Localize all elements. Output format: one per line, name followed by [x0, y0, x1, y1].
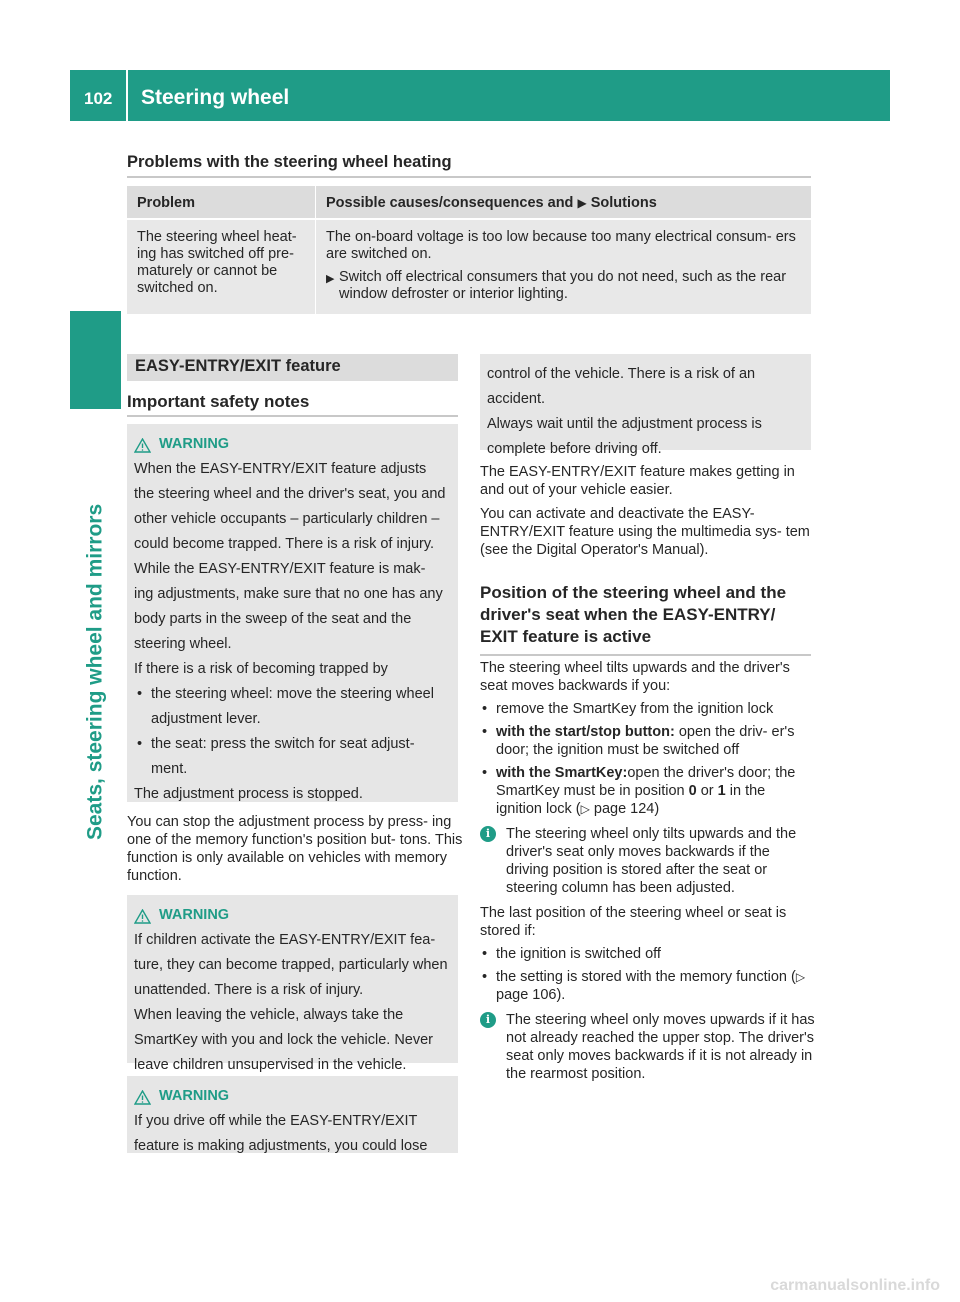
action-item: [326, 269, 801, 303]
list-item: [134, 682, 448, 732]
warning-box: [127, 895, 458, 1073]
bullet-icon: •: [482, 765, 488, 781]
info-text: The steering wheel only moves upwards if it has not already reached the upper stop. The driver's seat only moves backwards if it is not already in the rearmost position.: [506, 1012, 815, 1082]
warning-box: [127, 424, 458, 802]
body-paragraph: The steering wheel tilts upwards and the driver's seat moves backwards if you:: [480, 660, 790, 694]
table-cell-problem: The steering wheel heat- ing has switched off pre- maturely or cannot be switched on.: [127, 220, 315, 314]
table-header-problem: Problem: [127, 186, 315, 218]
warning-text: When the EASY-ENTRY/EXIT feature adjusts the steering wheel and the driver's seat, you and other vehicle occupants – particularly children – could become trapped. There is a risk of injury.: [134, 461, 446, 552]
info-note: [480, 1011, 815, 1083]
list-item-text: [496, 723, 815, 759]
header-divider: [126, 70, 128, 121]
position-value: 0: [688, 783, 697, 799]
warning-text: When leaving the vehicle, always take the SmartKey with you and lock the vehicle. Never leave children unsupervised in the vehicle.: [134, 1007, 433, 1073]
bullet-list: [480, 700, 815, 818]
warning-label: WARNING: [159, 436, 230, 452]
body-section: [480, 659, 815, 1083]
list-item-text: the seat: press the switch for seat adjust- ment.: [151, 736, 415, 777]
page-number: 102: [84, 89, 113, 108]
position-value: 1: [717, 783, 726, 799]
page-title: Steering wheel: [141, 86, 290, 109]
list-item: [480, 764, 815, 818]
cause-text: The on-board voltage is too low because too many electrical consum- ers are switched on.: [326, 229, 796, 262]
info-text: The steering wheel only tilts upwards and the driver's seat only moves backwards if the driving position is stored after the seat or steering column has been adjusted.: [506, 826, 797, 896]
info-icon: i: [480, 1012, 496, 1028]
table-header-solutions-suffix: Solutions: [590, 195, 657, 211]
list-item: [480, 700, 815, 718]
warning-text: control of the vehicle. There is a risk of an accident.: [487, 366, 756, 407]
list-item: [480, 968, 815, 1004]
bullet-list: [480, 945, 815, 1004]
warning-triangle-icon: [134, 437, 151, 452]
list-item-text: [496, 968, 815, 1004]
warning-text: If there is a risk of becoming trapped by: [134, 661, 388, 677]
bullet-icon: •: [482, 969, 488, 985]
list-item-bold: with the SmartKey:: [496, 765, 628, 781]
body-section: [480, 463, 815, 559]
page-ref-arrow-icon: ▷: [795, 970, 806, 984]
warning-box: [127, 1076, 458, 1153]
watermark: carmanualsonline.info: [770, 1277, 940, 1294]
page-ref-arrow-icon: ▷: [580, 802, 590, 816]
list-item: [480, 945, 815, 963]
warning-header: [134, 903, 448, 928]
info-note: [480, 825, 815, 897]
bullet-icon: •: [137, 736, 143, 752]
warning-header: [134, 432, 448, 457]
heading-rule: [127, 415, 458, 417]
warning-triangle-icon: [134, 908, 151, 923]
list-item-rest: open the driver's door; the SmartKey must be in position: [496, 765, 796, 799]
page-reference[interactable]: page 124): [593, 801, 660, 817]
body-paragraph: You can activate and deactivate the EASY- ENTRY/EXIT feature using the multimedia sys- tem (see the Digital Operator's Manual).: [480, 506, 810, 558]
table-header-solutions: [316, 186, 811, 218]
problems-heading: Problems with the steering wheel heating: [127, 153, 452, 171]
body-paragraph: The last position of the steering wheel or seat is stored if:: [480, 905, 787, 939]
warning-box-continued: [480, 354, 811, 457]
warning-text: While the EASY-ENTRY/EXIT feature is mak- ing adjustments, make sure that no one has any body parts in the sweep of the seat and the steering wheel.: [134, 561, 443, 652]
table-header-solutions-label: Possible causes/consequences and: [326, 195, 574, 211]
table-cell-solution: [316, 220, 811, 314]
list-item: [480, 723, 815, 759]
warning-text: The adjustment process is stopped.: [134, 786, 363, 802]
info-icon: i: [480, 826, 496, 842]
action-text: Switch off electrical consumers that you do not need, such as the rear window defroster or interior lighting.: [339, 269, 787, 302]
bullet-icon: •: [482, 724, 488, 740]
list-item-rest: the setting is stored with the memory function (: [496, 969, 796, 985]
list-item-rest: open the driv- er's door; the ignition must be switched off: [496, 724, 795, 758]
side-tab-title: Seats, steering wheel and mirrors: [83, 503, 107, 840]
body-paragraph: You can stop the adjustment process by press- ing one of the memory function's position but- tons. This function is only available on vehicles with memory function.: [127, 814, 463, 884]
section-heading: Position of the steering wheel and the driver's seat when the EASY-ENTRY/ EXIT feature is active: [480, 583, 787, 646]
bullet-icon: •: [482, 946, 488, 962]
side-tab-marker: [70, 311, 121, 409]
warning-text: If children activate the EASY-ENTRY/EXIT fea- ture, they can become trapped, particularly when unattended. There is a risk of injury.: [134, 932, 448, 998]
play-arrow-icon: ▶: [577, 196, 587, 210]
list-item-text: the ignition is switched off: [496, 946, 661, 962]
list-item-rest: in the ignition lock (: [496, 783, 766, 817]
warning-label: WARNING: [159, 907, 230, 923]
list-item-text: the steering wheel: move the steering wheel adjustment lever.: [151, 686, 434, 727]
page-reference[interactable]: page 106).: [496, 987, 566, 1003]
list-item-text: remove the SmartKey from the ignition lock: [496, 701, 774, 717]
play-arrow-icon: ▶: [326, 273, 335, 285]
list-item: [134, 732, 448, 782]
list-item-rest: or: [696, 783, 718, 799]
safety-heading: Important safety notes: [127, 392, 310, 411]
warning-triangle-icon: [134, 1089, 151, 1104]
heading-rule: [480, 654, 811, 656]
warning-label: WARNING: [159, 1088, 230, 1104]
list-item-bold: with the start/stop button:: [496, 724, 675, 740]
warning-header: [134, 1084, 448, 1109]
bullet-icon: •: [137, 686, 143, 702]
warning-text: Always wait until the adjustment process is complete before driving off.: [487, 416, 762, 457]
body-paragraph: The EASY-ENTRY/EXIT feature makes getting in and out of your vehicle easier.: [480, 464, 795, 498]
list-item-text: [496, 764, 815, 818]
section-banner: EASY-ENTRY/EXIT feature: [127, 354, 458, 381]
warning-text: If you drive off while the EASY-ENTRY/EXIT feature is making adjustments, you could lose: [134, 1113, 428, 1154]
heading-rule: [127, 176, 811, 178]
bullet-icon: •: [482, 701, 488, 717]
